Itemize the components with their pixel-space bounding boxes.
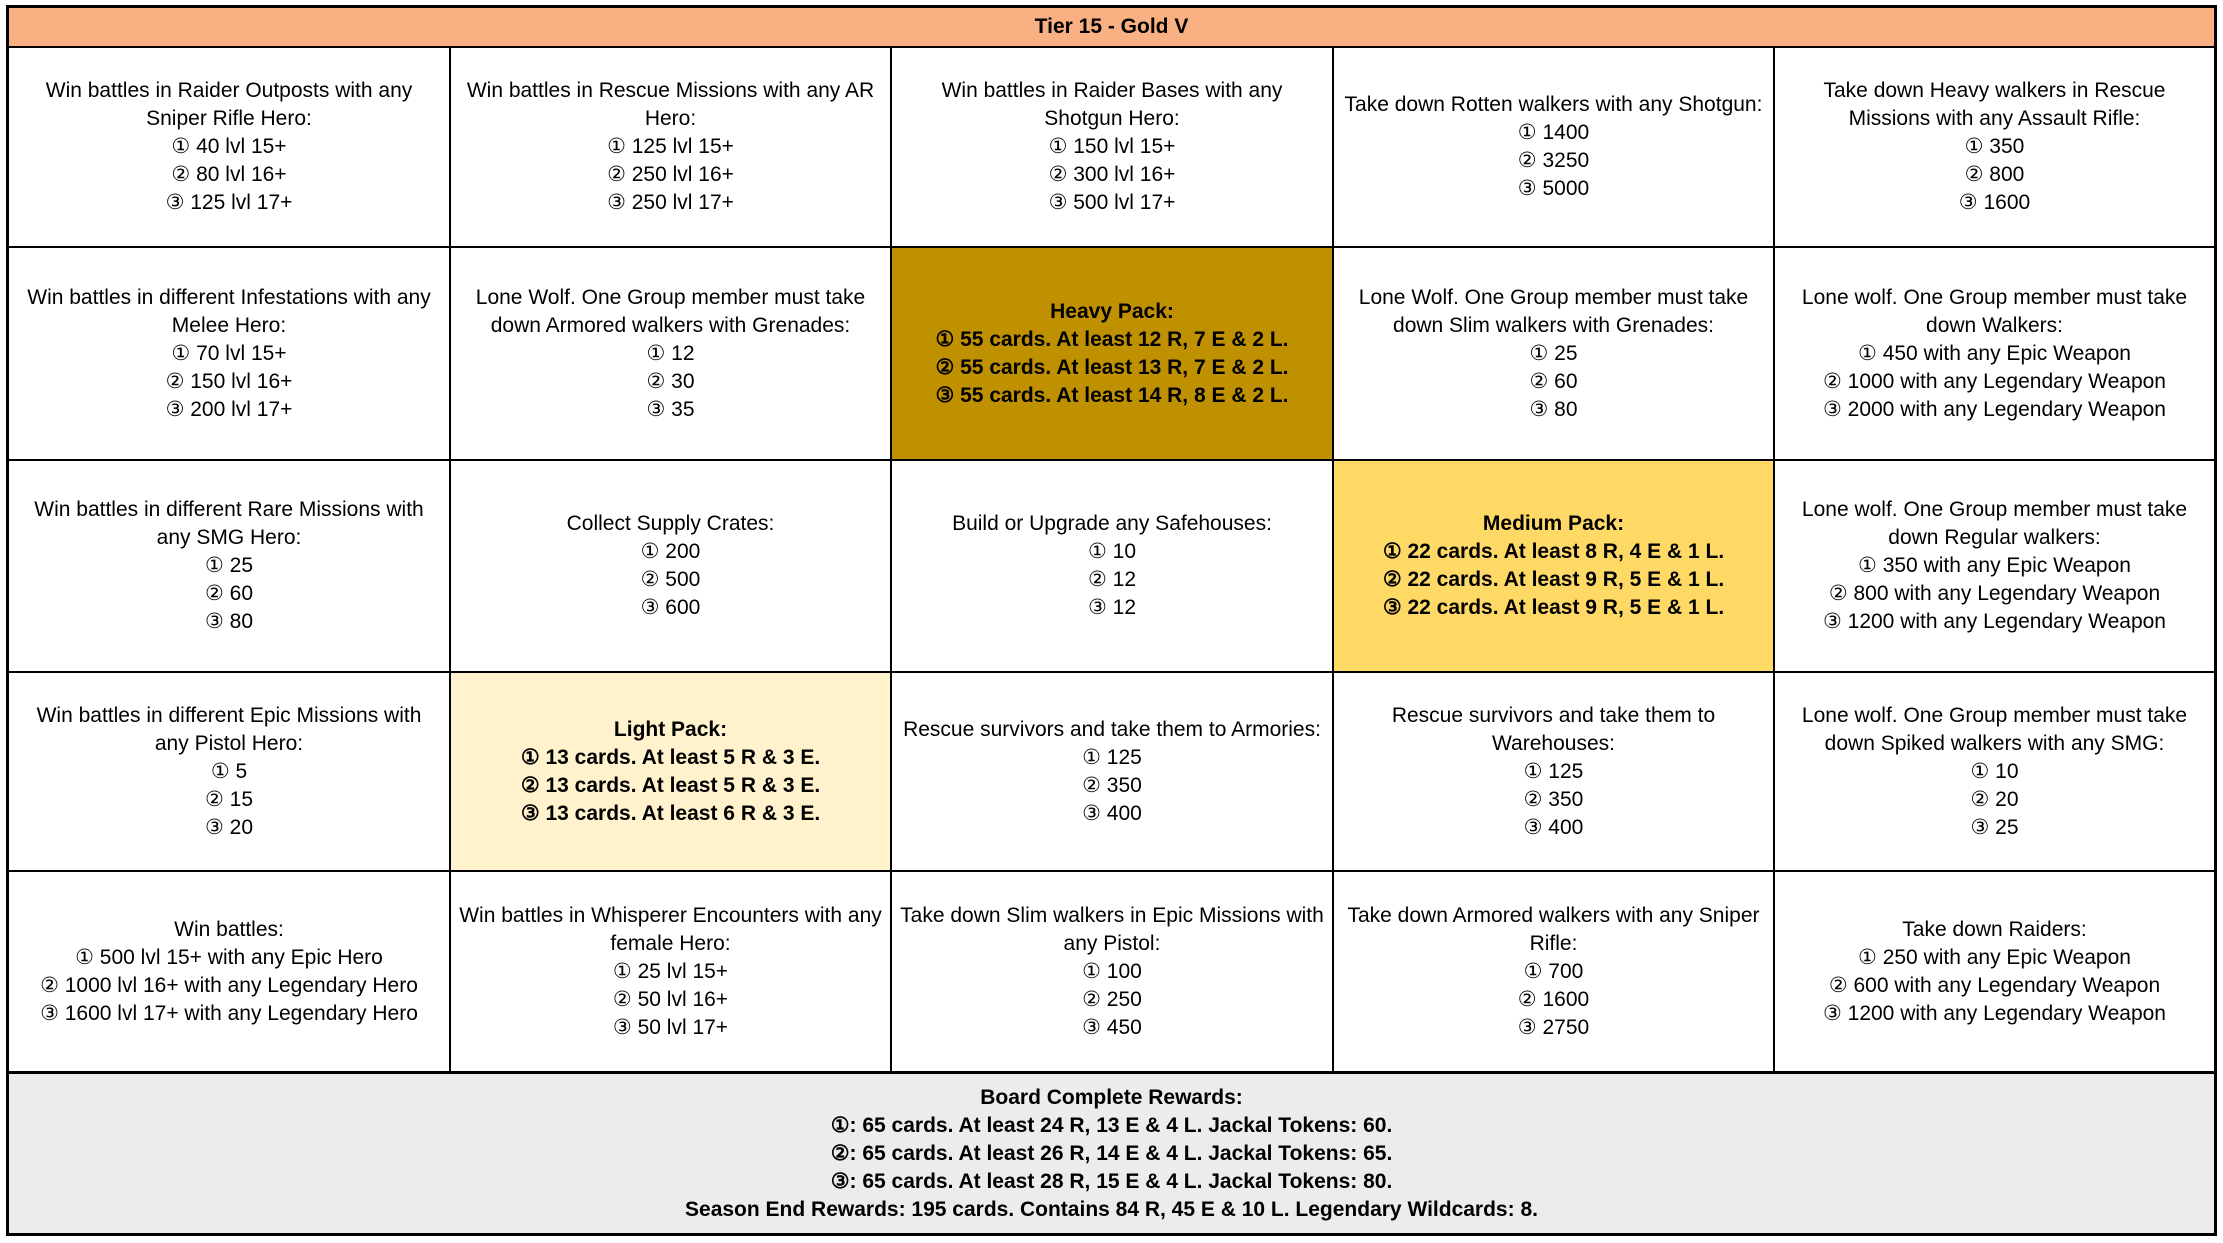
- challenge-title: Take down Rotten walkers with any Shotgun:: [1344, 93, 1763, 116]
- challenge-tier-line: ① 350 with any Epic Weapon: [1858, 554, 2131, 577]
- challenge-cell: [1334, 673, 1775, 872]
- pack-tier-line: ② 22 cards. At least 9 R, 5 E & 1 L.: [1382, 568, 1725, 591]
- challenge-tier-line: ① 700: [1523, 959, 1584, 983]
- challenge-cell: [9, 248, 451, 461]
- tier-title: Tier 15 - Gold V: [1034, 15, 1189, 38]
- pack-tier-line: ① 13 cards. At least 5 R & 3 E.: [520, 745, 821, 769]
- challenge-tier-line: ① 25 lvl 15+: [612, 959, 729, 983]
- pack-tier-line: ① 55 cards. At least 12 R, 7 E & 2 L.: [935, 327, 1289, 351]
- challenge-board: [6, 5, 2217, 1236]
- challenge-tier-line: ② 3250: [1517, 149, 1590, 172]
- challenge-cell: [1775, 673, 2214, 872]
- challenge-title: Take down Armored walkers with any Sniper Rifle:: [1347, 903, 1760, 955]
- challenge-tier-line: ③ 35: [646, 397, 695, 421]
- challenge-tier-line: ② 800: [1964, 163, 2025, 186]
- challenge-cell: [1334, 248, 1775, 461]
- challenge-cell: [9, 872, 451, 1071]
- challenge-tier-line: ③ 200 lvl 17+: [165, 397, 293, 421]
- challenge-tier-line: ② 60: [1529, 369, 1578, 393]
- challenge-title: Win battles in different Epic Missions with any Pistol Hero:: [36, 703, 422, 755]
- challenge-cell: [892, 461, 1334, 673]
- challenge-tier-line: ② 20: [1970, 787, 2019, 811]
- challenge-cell: [1334, 48, 1775, 248]
- challenge-tier-line: ③ 500 lvl 17+: [1048, 191, 1176, 214]
- challenge-tier-line: ② 30: [646, 369, 695, 393]
- challenge-tier-line: ③ 1600 lvl 17+ with any Legendary Hero: [40, 1001, 418, 1025]
- board-complete-title: Board Complete Rewards:: [980, 1085, 1243, 1109]
- challenge-title: Take down Slim walkers in Epic Missions with any Pistol:: [900, 903, 1324, 955]
- light-pack-cell: [451, 673, 892, 872]
- challenge-tier-line: ① 1400: [1517, 121, 1590, 144]
- challenge-cell: [1775, 48, 2214, 248]
- challenge-title: Win battles in Raider Bases with any Shotgun Hero:: [941, 79, 1283, 130]
- challenge-tier-line: ① 70 lvl 15+: [171, 341, 287, 365]
- challenge-cell: [451, 248, 892, 461]
- challenge-tier-line: ② 350: [1523, 787, 1584, 811]
- challenge-tier-line: ③ 50 lvl 17+: [612, 1015, 729, 1039]
- season-end-rewards: Season End Rewards: 195 cards. Contains 84 R, 45 E & 10 L. Legendary Wildcards: 8.: [685, 1197, 1538, 1221]
- challenge-tier-line: ② 1000 lvl 16+ with any Legendary Hero: [40, 973, 418, 997]
- challenge-title: Lone Wolf. One Group member must take down Slim walkers with Grenades:: [1358, 285, 1749, 337]
- challenge-cell: [451, 461, 892, 673]
- challenge-title: Build or Upgrade any Safehouses:: [952, 512, 1272, 535]
- challenge-tier-line: ① 12: [646, 341, 695, 365]
- challenge-tier-line: ① 125 lvl 15+: [607, 135, 734, 158]
- challenge-title: Take down Heavy walkers in Rescue Missions with any Assault Rifle:: [1823, 79, 2166, 130]
- challenge-tier-line: ② 300 lvl 16+: [1048, 163, 1176, 186]
- challenge-tier-line: ③ 2000 with any Legendary Weapon: [1822, 397, 2166, 421]
- challenge-cell: [9, 461, 451, 673]
- challenge-tier-line: ② 250: [1082, 987, 1142, 1011]
- pack-tier-line: ③ 55 cards. At least 14 R, 8 E & 2 L.: [935, 383, 1289, 407]
- challenge-tier-line: ① 125: [1523, 759, 1584, 783]
- challenge-tier-line: ① 25: [1529, 341, 1578, 365]
- challenge-tier-line: ① 500 lvl 15+ with any Epic Hero: [75, 945, 383, 969]
- challenge-title: Rescue survivors and take them to Armories:: [903, 717, 1321, 741]
- challenge-cell: [892, 48, 1334, 248]
- challenge-title: Win battles in Whisperer Encounters with any female Hero:: [459, 903, 882, 955]
- challenge-tier-line: ③ 600: [640, 596, 701, 619]
- challenge-tier-line: ① 5: [210, 759, 248, 783]
- challenge-title: Collect Supply Crates:: [566, 512, 775, 535]
- challenge-tier-line: ② 80 lvl 16+: [171, 163, 287, 186]
- challenge-tier-line: ① 10: [1087, 540, 1137, 563]
- challenge-tier-line: ② 350: [1082, 773, 1142, 797]
- challenge-tier-line: ③ 2750: [1517, 1015, 1590, 1039]
- challenge-title: Win battles in Raider Outposts with any Sniper Rifle Hero:: [45, 79, 413, 130]
- pack-tier-line: ① 22 cards. At least 8 R, 4 E & 1 L.: [1382, 540, 1725, 563]
- challenge-tier-line: ② 1600: [1517, 987, 1590, 1011]
- challenge-tier-line: ① 350: [1964, 135, 2025, 158]
- challenge-tier-line: ① 150 lvl 15+: [1048, 135, 1176, 158]
- pack-title: Medium Pack:: [1482, 512, 1625, 535]
- challenge-cell: [9, 48, 451, 248]
- challenge-title: Win battles:: [174, 917, 284, 941]
- challenge-title: Rescue survivors and take them to Warehouses:: [1391, 703, 1716, 755]
- challenge-tier-line: ③ 1600: [1958, 191, 2031, 214]
- challenge-tier-line: ③ 80: [204, 610, 254, 633]
- challenge-tier-line: ③ 1200 with any Legendary Weapon: [1822, 1001, 2166, 1025]
- challenge-cell: [892, 872, 1334, 1071]
- medium-pack-cell: [1334, 461, 1775, 673]
- challenge-tier-line: ① 200: [640, 540, 701, 563]
- challenge-tier-line: ② 15: [204, 787, 254, 811]
- challenge-tier-line: ① 250 with any Epic Weapon: [1858, 945, 2131, 969]
- rewards-footer: [9, 1071, 2214, 1233]
- challenge-tier-line: ② 800 with any Legendary Weapon: [1828, 582, 2161, 605]
- challenge-tier-line: ② 600 with any Legendary Weapon: [1828, 973, 2161, 997]
- challenge-tier-line: ③ 20: [204, 815, 254, 839]
- challenge-title: Lone wolf. One Group member must take down Spiked walkers with any SMG:: [1801, 703, 2188, 755]
- challenge-tier-line: ③ 450: [1082, 1015, 1142, 1039]
- challenge-grid: [9, 48, 2214, 1071]
- challenge-tier-line: ③ 5000: [1517, 177, 1590, 200]
- challenge-cell: [1775, 248, 2214, 461]
- board-reward-line-3: ③: 65 cards. At least 28 R, 15 E & 4 L. Jackal Tokens: 80.: [830, 1169, 1393, 1193]
- challenge-cell: [1775, 872, 2214, 1071]
- challenge-title: Win battles in different Infestations with any Melee Hero:: [27, 285, 431, 337]
- challenge-tier-line: ③ 1200 with any Legendary Weapon: [1822, 610, 2166, 633]
- challenge-cell: [1334, 872, 1775, 1071]
- challenge-tier-line: ③ 80: [1529, 397, 1578, 421]
- challenge-tier-line: ② 50 lvl 16+: [612, 987, 729, 1011]
- challenge-tier-line: ③ 125 lvl 17+: [165, 191, 293, 214]
- challenge-tier-line: ② 150 lvl 16+: [165, 369, 293, 393]
- challenge-tier-line: ① 450 with any Epic Weapon: [1858, 341, 2131, 365]
- challenge-tier-line: ③ 25: [1970, 815, 2019, 839]
- challenge-tier-line: ② 12: [1087, 568, 1137, 591]
- challenge-cell: [451, 48, 892, 248]
- challenge-tier-line: ② 1000 with any Legendary Weapon: [1822, 369, 2166, 393]
- challenge-tier-line: ② 60: [204, 582, 254, 605]
- pack-title: Light Pack:: [613, 717, 728, 741]
- challenge-tier-line: ① 25: [204, 554, 254, 577]
- board-reward-line-1: ①: 65 cards. At least 24 R, 13 E & 4 L. Jackal Tokens: 60.: [830, 1113, 1393, 1137]
- challenge-title: Take down Raiders:: [1902, 917, 2087, 941]
- challenge-tier-line: ① 10: [1970, 759, 2019, 783]
- challenge-tier-line: ① 125: [1082, 745, 1142, 769]
- challenge-tier-line: ③ 250 lvl 17+: [607, 191, 734, 214]
- challenge-tier-line: ③ 400: [1082, 801, 1142, 825]
- board-reward-line-2: ②: 65 cards. At least 26 R, 14 E & 4 L. Jackal Tokens: 65.: [830, 1141, 1393, 1165]
- pack-tier-line: ② 13 cards. At least 5 R & 3 E.: [520, 773, 821, 797]
- challenge-tier-line: ③ 12: [1087, 596, 1137, 619]
- pack-tier-line: ③ 13 cards. At least 6 R & 3 E.: [520, 801, 821, 825]
- challenge-tier-line: ③ 400: [1523, 815, 1584, 839]
- heavy-pack-cell: [892, 248, 1334, 461]
- challenge-title: Lone wolf. One Group member must take down Walkers:: [1801, 285, 2188, 337]
- tier-header: [9, 8, 2214, 48]
- challenge-title: Win battles in different Rare Missions with any SMG Hero:: [34, 498, 424, 549]
- challenge-cell: [1775, 461, 2214, 673]
- challenge-tier-line: ① 100: [1082, 959, 1142, 983]
- challenge-title: Lone wolf. One Group member must take down Regular walkers:: [1801, 498, 2188, 549]
- challenge-cell: [451, 872, 892, 1071]
- challenge-cell: [892, 673, 1334, 872]
- challenge-tier-line: ② 500: [640, 568, 701, 591]
- pack-title: Heavy Pack:: [1050, 299, 1174, 323]
- pack-tier-line: ③ 22 cards. At least 9 R, 5 E & 1 L.: [1382, 596, 1725, 619]
- challenge-cell: [9, 673, 451, 872]
- pack-tier-line: ② 55 cards. At least 13 R, 7 E & 2 L.: [935, 355, 1289, 379]
- challenge-tier-line: ② 250 lvl 16+: [607, 163, 734, 186]
- challenge-title: Lone Wolf. One Group member must take down Armored walkers with Grenades:: [475, 285, 866, 337]
- challenge-title: Win battles in Rescue Missions with any AR Hero:: [466, 79, 875, 130]
- challenge-tier-line: ① 40 lvl 15+: [171, 135, 287, 158]
